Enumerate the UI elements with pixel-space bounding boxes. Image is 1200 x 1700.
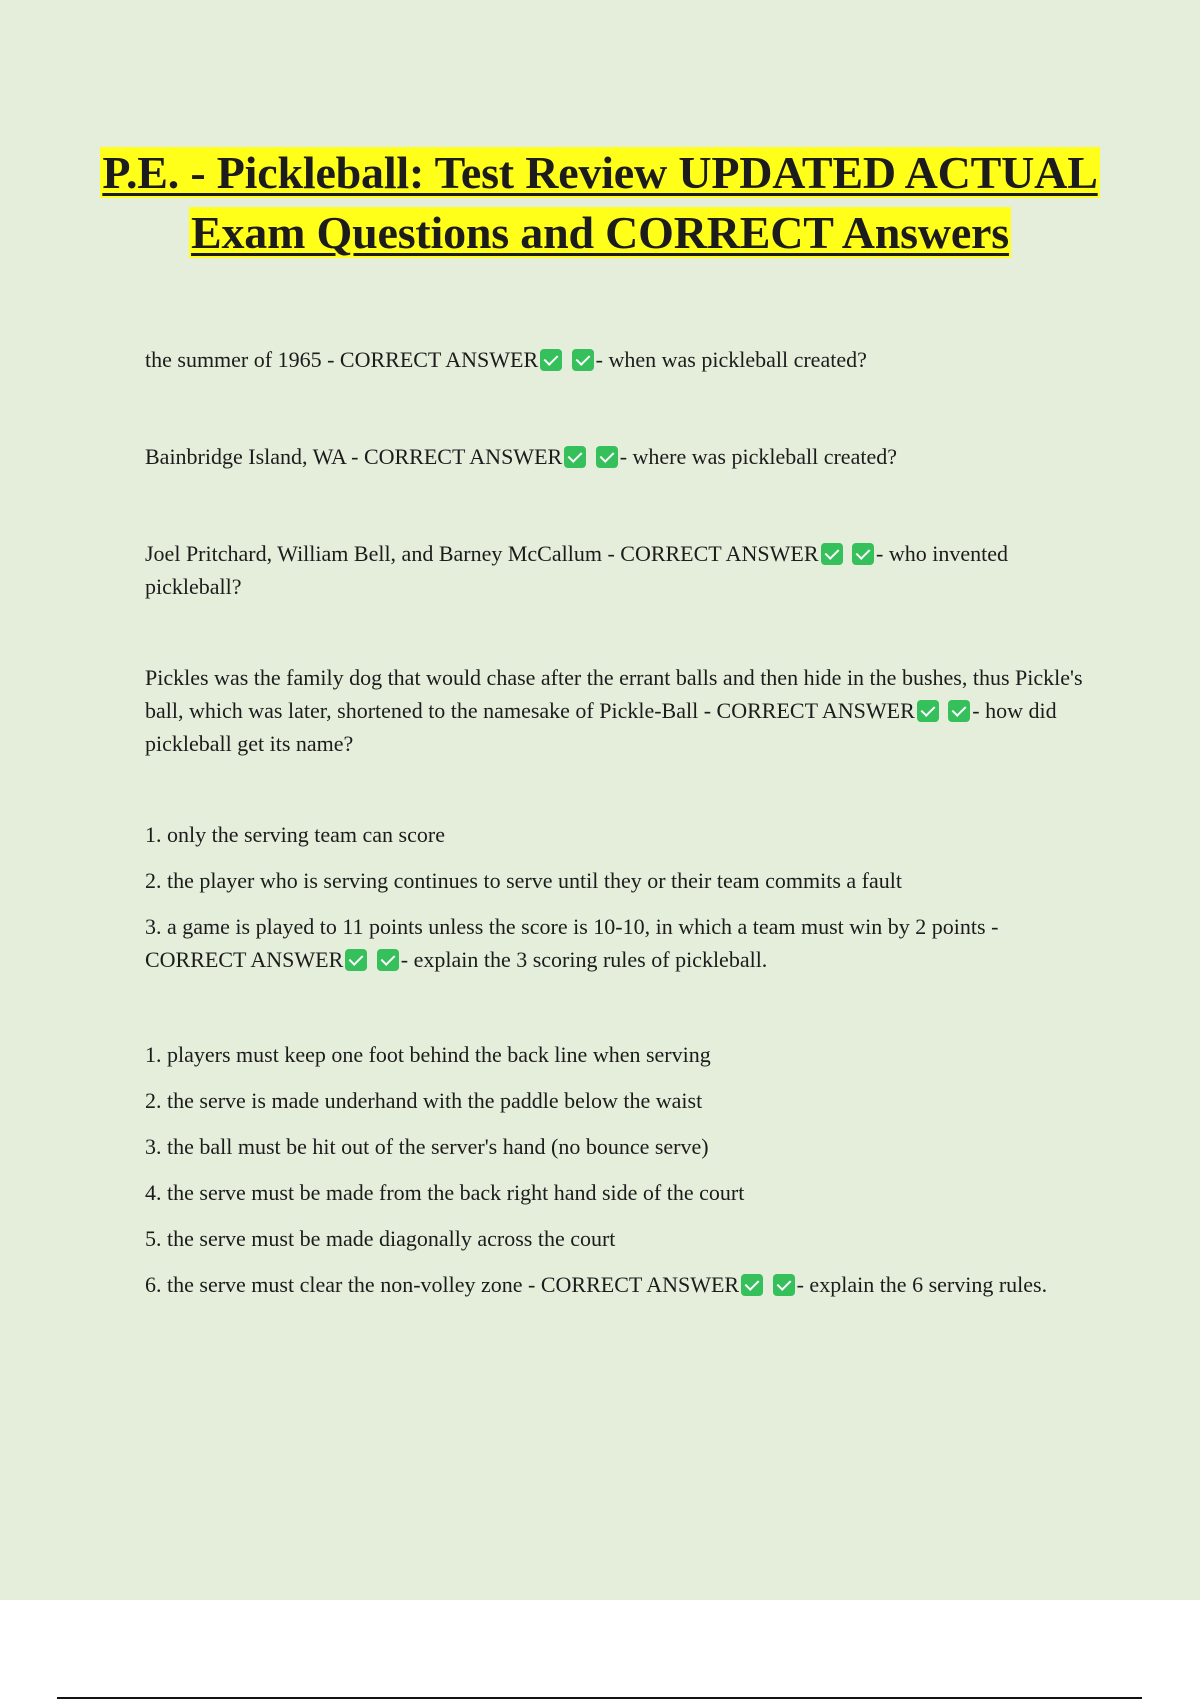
- check-icon: [596, 446, 618, 468]
- question-text: - where was pickleball created?: [619, 444, 897, 469]
- footer-divider: [57, 1697, 1142, 1699]
- answer-text: Joel Pritchard, William Bell, and Barney McCallum - CORRECT ANSWER: [145, 541, 819, 566]
- qa-item-2: [145, 440, 1095, 473]
- title-highlight: P.E. - Pickleball: Test Review UPDATED ACTUAL Exam Questions and CORRECT Answers: [102, 147, 1098, 258]
- qa-item-3: [145, 537, 1095, 603]
- rule-line: 3. the ball must be hit out of the server's hand (no bounce serve): [145, 1134, 709, 1159]
- rule-line: 5. the serve must be made diagonally across the court: [145, 1226, 616, 1251]
- answer-text: the summer of 1965 - CORRECT ANSWER: [145, 347, 539, 372]
- check-icon: [917, 700, 939, 722]
- question-text: - explain the 3 scoring rules of pickleball.: [400, 947, 768, 972]
- check-icon: [572, 349, 594, 371]
- answer-text: Pickles was the family dog that would chase after the errant balls and then hide in the bushes, thus Pickle's ball, which was later, shortened to the namesake of Pickle-Ball - CORRECT ANSWER: [145, 665, 1083, 723]
- check-icon: [741, 1274, 763, 1296]
- document-title: [60, 143, 1140, 263]
- check-icon: [948, 700, 970, 722]
- check-icon: [377, 949, 399, 971]
- question-text: - explain the 6 serving rules.: [796, 1272, 1048, 1297]
- answer-text: 3. a game is played to 11 points unless the score is 10-10, in which a team must win by 2 points - CORRECT ANSWER: [145, 914, 999, 972]
- check-icon: [852, 543, 874, 565]
- answer-text: 6. the serve must clear the non-volley zone - CORRECT ANSWER: [145, 1272, 740, 1297]
- question-text: - who invented pickleball?: [145, 541, 1008, 599]
- rule-line-final: [145, 910, 1095, 976]
- rule-line: 4. the serve must be made from the back right hand side of the court: [145, 1180, 745, 1205]
- qa-item-6: [145, 1038, 1095, 1301]
- rule-line: 2. the player who is serving continues to serve until they or their team commits a fault: [145, 868, 902, 893]
- answer-text: Bainbridge Island, WA - CORRECT ANSWER: [145, 444, 563, 469]
- rule-line: 1. only the serving team can score: [145, 822, 445, 847]
- qa-item-1: [145, 343, 1095, 376]
- rule-line: 1. players must keep one foot behind the back line when serving: [145, 1042, 711, 1067]
- check-icon: [564, 446, 586, 468]
- rule-line-final: [145, 1268, 1095, 1301]
- check-icon: [345, 949, 367, 971]
- qa-item-5: [145, 818, 1095, 976]
- check-icon: [773, 1274, 795, 1296]
- qa-item-4: [145, 661, 1095, 760]
- question-text: - how did pickleball get its name?: [145, 698, 1057, 756]
- rule-line: 2. the serve is made underhand with the paddle below the waist: [145, 1088, 703, 1113]
- check-icon: [821, 543, 843, 565]
- question-text: - when was pickleball created?: [595, 347, 867, 372]
- check-icon: [540, 349, 562, 371]
